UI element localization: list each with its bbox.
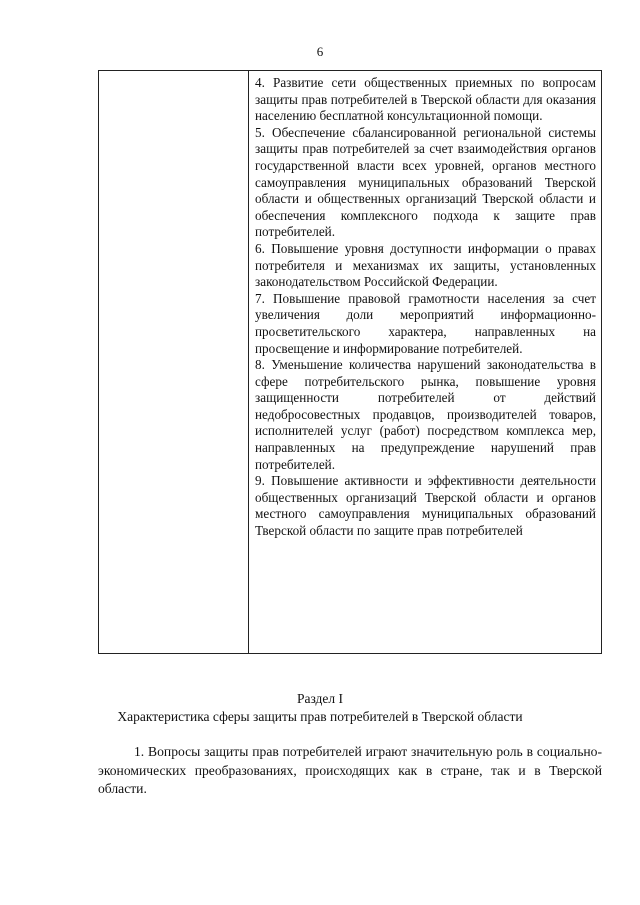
section-title: Раздел I (296, 691, 344, 706)
goal-item-9: 9. Повышение активности и эффективности деятельности общественных организаций Тверской области и органов местного самоуправления муниципальных образований Тверской области по защите прав потребителей (255, 473, 596, 539)
page-number: 6 (316, 44, 324, 59)
table-right-cell (249, 71, 601, 653)
table-left-cell (99, 71, 249, 653)
goal-item-7: 7. Повышение правовой грамотности населения за счет увеличения доли мероприятий информационно-просветительского характера, направленных на просвещение и информирование потребителей. (255, 290, 596, 356)
goal-item-8: 8. Уменьшение количества нарушений законодательства в сфере потребительского рынка, повышение уровня защищенности потребителей от действий недобросовестных продавцов, производителей товаров, исполнителей услуг (работ) посредством комплекса мер, направленных на предупреждение нарушений прав потребителей. (255, 357, 596, 472)
goals-table (98, 70, 602, 654)
goal-item-4: 4. Развитие сети общественных приемных по вопросам защиты прав потребителей в Тверской области для оказания населению бесплатной консультационной помощи. (255, 75, 596, 124)
body-paragraph: 1. Вопросы защиты прав потребителей играют значительную роль в социально-экономических преобразованиях, происходящих как в стране, так и в Тверской области. (98, 744, 602, 796)
section-subtitle: Характеристика сферы защиты прав потребителей в Тверской области (117, 709, 523, 724)
goal-item-6: 6. Повышение уровня доступности информации о правах потребителя и механизмах их защиты, установленных законодательством Российской Федерации. (255, 240, 596, 290)
goal-item-5: 5. Обеспечение сбалансированной региональной системы защиты прав потребителей за счет взаимодействия органов государственной власти всех уровней, органов местного самоуправления муниципальных образований Тверской области и общественных организаций Тверской области и обеспечения комплексного подхода к защите прав потребителей. (255, 124, 596, 240)
